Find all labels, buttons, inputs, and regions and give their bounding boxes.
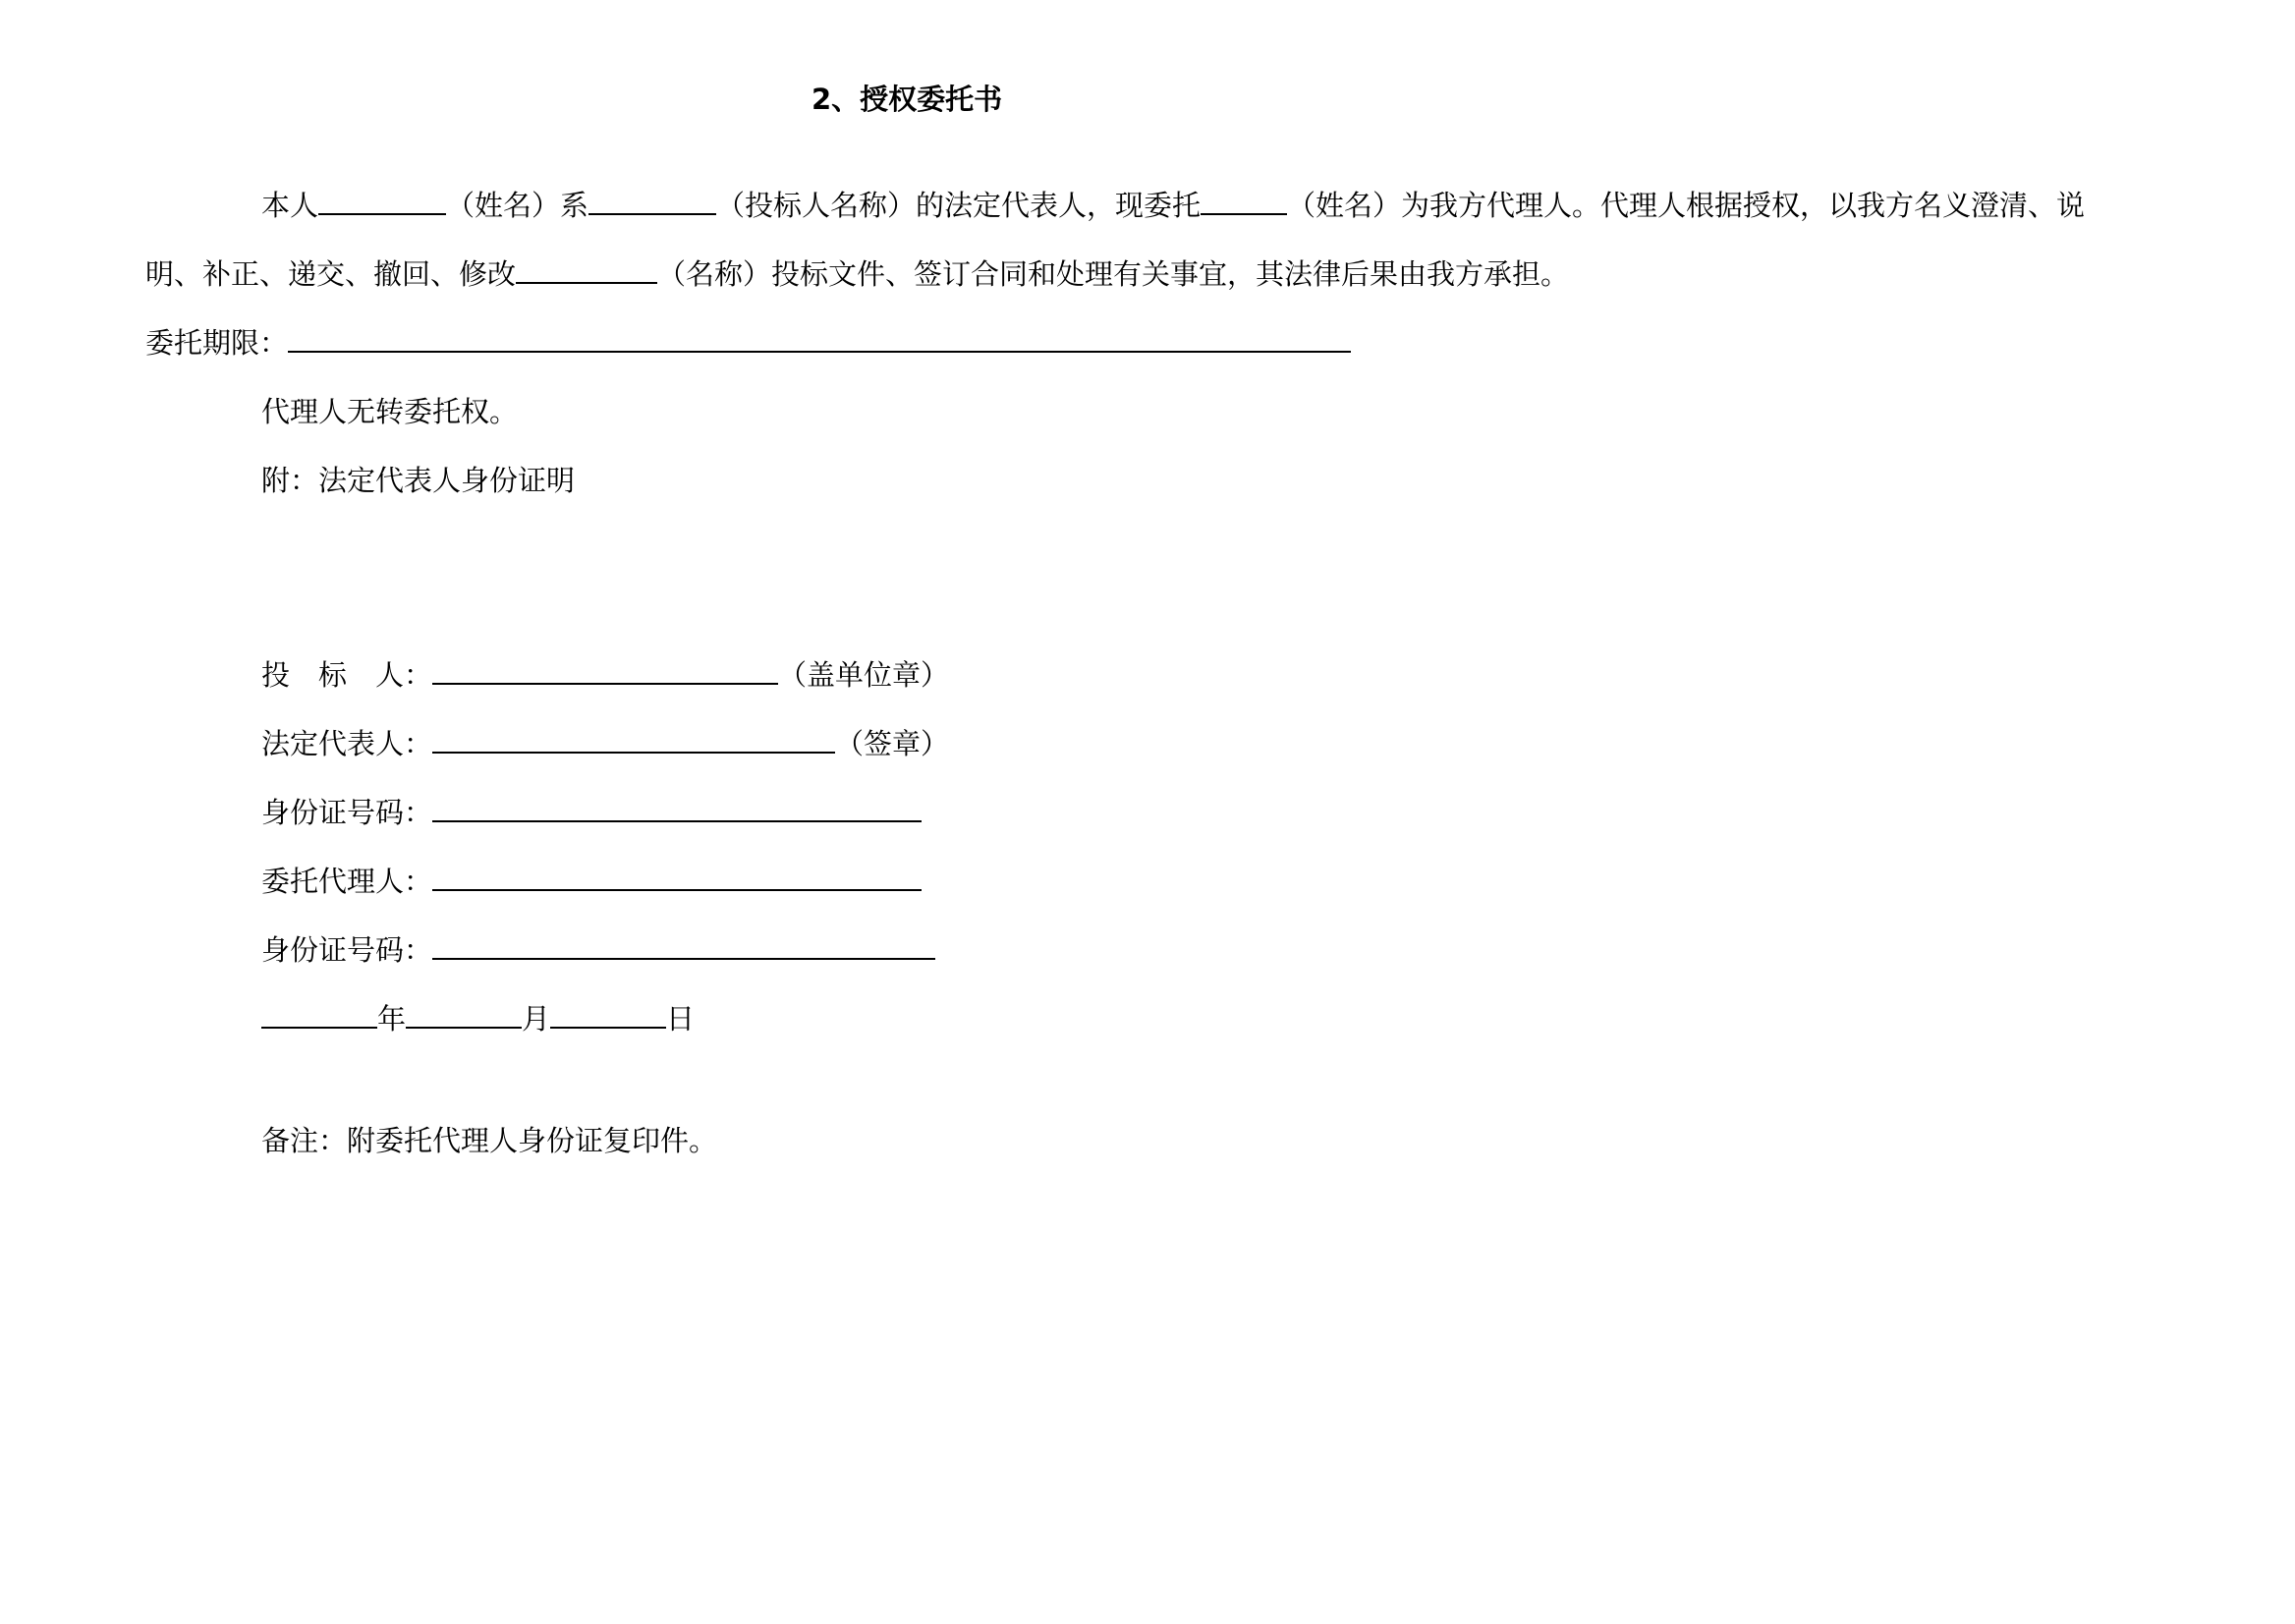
agent-label: 委托代理人： [261,865,433,898]
document-title: 2、授权委托书 [812,83,1003,116]
bidder-seal-note: （盖单位章） [778,658,950,692]
authorization-paragraph-line-1 [261,183,2085,228]
project-name-blank[interactable] [516,252,657,284]
id-number-label: 身份证号码： [261,933,433,967]
text-segment: （名称）投标文件、签订合同和处理有关事宜，其法律后果由我方承担。 [657,257,1570,291]
agent-blank[interactable] [432,860,922,891]
text-segment: （投标人名称）的法定代表人，现委托 [716,189,1202,222]
text-segment: （姓名）系 [446,189,589,222]
year-blank[interactable] [261,997,377,1029]
day-label: 日 [666,1002,696,1036]
id-number-label: 身份证号码： [261,796,433,829]
id-number-row-2 [261,927,935,973]
bidder-blank[interactable] [432,653,778,685]
term-blank[interactable] [288,321,1351,353]
date-row [261,996,695,1041]
term-label: 委托期限： [145,326,289,360]
id-number-blank[interactable] [432,791,922,822]
day-blank[interactable] [550,997,666,1029]
remark-note: 备注：附委托代理人身份证复印件。 [261,1124,718,1157]
text-segment: 明、补正、递交、撤回、修改 [145,257,517,291]
term-line [145,320,1351,365]
month-blank[interactable] [406,997,522,1029]
bidder-row [261,652,949,698]
agent-row [261,859,922,904]
legal-rep-blank[interactable] [432,722,835,754]
legal-rep-row [261,721,949,766]
id-number-row-1 [261,790,922,835]
name-blank[interactable] [318,184,446,215]
legal-rep-sign-note: （签章） [835,727,950,760]
no-transfer-statement: 代理人无转委托权。 [261,395,519,428]
year-label: 年 [377,1002,407,1036]
attachment-note: 附：法定代表人身份证明 [261,464,576,497]
agent-name-blank[interactable] [1201,184,1287,215]
text-segment: （姓名）为我方代理人。代理人根据授权，以我方名义澄清、说 [1287,189,2086,222]
bidder-name-blank[interactable] [588,184,716,215]
authorization-paragraph-line-2 [145,252,1569,297]
id-number-blank[interactable] [432,928,935,960]
bidder-label: 投 标 人： [261,658,433,692]
month-label: 月 [522,1002,551,1036]
legal-rep-label: 法定代表人： [261,727,433,760]
text-segment: 本人 [261,189,319,222]
